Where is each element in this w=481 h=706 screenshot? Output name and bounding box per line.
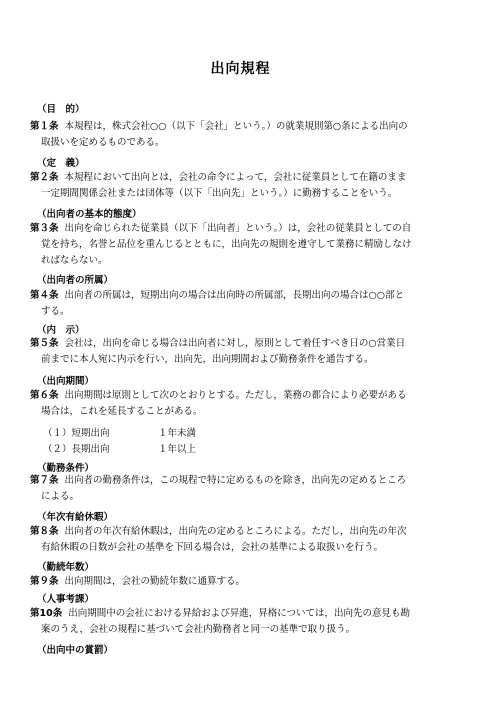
article [30,119,438,151]
section-heading: （年次有給休暇） [37,512,114,523]
article [30,221,438,269]
article-text: による。 [41,491,80,502]
period-value: １年以上 [158,444,197,455]
period-item [43,441,197,455]
article-number: 第５条 [30,338,59,349]
article-text: 本規程において出向とは，会社の命令によって，会社に従業員として在籍のまま [64,172,407,183]
article-text: 出向を命じられた従業員（以下「出向者」という。）は，会社の従業員としての自 [64,223,412,234]
article-number: 第１条 [30,121,59,132]
article-number: 第２条 [30,172,59,183]
article-number: 第６条 [30,390,59,401]
article [30,170,438,202]
article-text: 本規程は，株式会社○○（以下「会社」という。）の就業規則第○条による出向の [64,121,408,132]
article-text: 取扱いを定めるものである。 [41,137,165,148]
period-value: １年未満 [158,428,197,439]
article [30,336,438,368]
article-number: 第10条 [30,608,63,619]
section-heading: （出向中の賞罰） [37,645,114,656]
section-heading: （人事考課） [37,594,95,605]
period-label: （２）長期出向 [43,444,110,455]
article-number: 第３条 [30,223,59,234]
article-text: 出向期間は，会社の勤続年数に通算する。 [64,576,246,587]
period-item [43,425,197,439]
article-number: 第４条 [30,290,59,301]
article-text: 場合は，これを延長することがある。 [41,406,203,417]
article-number: 第９条 [30,576,59,587]
article-text: 案のうえ，会社の規程に基づいて会社内勤務者と同一の基準で取り扱う。 [41,624,356,635]
article-text: ればならない。 [41,255,108,266]
section-heading: （勤務条件） [37,463,95,474]
article-text: 覚を持ち，名誉と品位を重んじるとともに，出向先の規則を遵守して業務に精励しなけ [41,239,412,250]
article [30,473,438,505]
section-heading: （出向期間） [37,376,95,387]
article-text: する。 [41,306,70,317]
article [30,288,438,320]
article-text: 会社は，出向を命じる場合は出向者に対し，原則として着任すべき日の○営業日 [64,338,406,349]
page-title: 出向規程 [210,61,271,77]
article-text: 出向者の勤務条件は，この規程で特に定めるものを除き，出向先の定めるところ [64,475,407,486]
article [30,524,438,556]
article-number: 第８条 [30,526,59,537]
article [30,388,438,420]
article [30,574,438,590]
section-heading: （内 示） [37,325,85,336]
section-heading: （目 的） [37,104,85,115]
section-heading: （定 義） [37,158,85,169]
section-heading: （勤続年数） [37,562,95,573]
article [30,606,438,638]
article-text: 出向期間中の会社における昇給および昇進，昇格については，出向先の意見も勘 [68,608,411,619]
article-text: 出向者の年次有給休暇は，出向先の定めるところによる。ただし，出向先の年次 [64,526,407,537]
section-heading: （出向者の基本的態度） [37,209,142,220]
period-label: （１）短期出向 [43,428,110,439]
article-number: 第７条 [30,475,59,486]
article-text: 出向期間は原則として次のとおりとする。ただし，業務の都合により必要がある [64,390,407,401]
article-text: 有給休暇の日数が会社の基準を下回る場合は，会社の基準による取扱いを行う。 [41,542,384,553]
section-heading: （出向者の所属） [37,275,114,286]
article-text: 前までに本人宛に内示を行い，出向先，出向期間および勤務条件を通告する。 [41,354,374,365]
article-text: 出向者の所属は，短期出向の場合は出向時の所属部，長期出向の場合は○○部と [64,290,405,301]
article-text: 一定期間関係会社または団体等（以下「出向先」という。）に勤務することをいう。 [41,188,398,199]
